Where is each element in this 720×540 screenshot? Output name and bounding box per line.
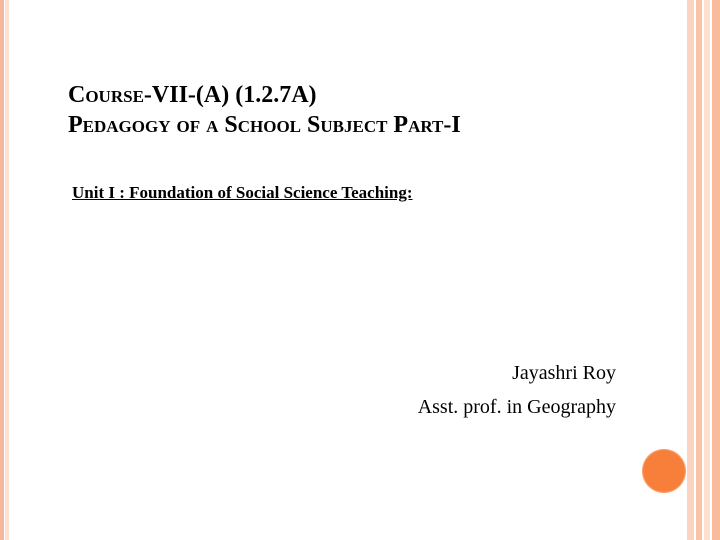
left-border-stripe <box>0 0 4 540</box>
author-name: Jayashri Roy <box>512 362 616 384</box>
unit-heading: Unit I : Foundation of Social Science Teaching: <box>72 183 413 202</box>
left-border-stripe-light <box>5 0 9 540</box>
author-designation: Asst. prof. in Geography <box>417 396 616 418</box>
title-line-subject: Pedagogy of a School Subject Part-I <box>68 112 461 138</box>
author-block <box>418 356 616 424</box>
right-border-stripe <box>687 0 694 540</box>
title-line-course: Course-VII-(A) (1.2.7A) <box>68 82 317 108</box>
slide-title <box>68 80 668 140</box>
right-border-stripe <box>712 0 720 540</box>
decorative-circle-icon <box>642 449 686 493</box>
right-border-stripe <box>704 0 710 540</box>
right-border-stripe <box>696 0 702 540</box>
